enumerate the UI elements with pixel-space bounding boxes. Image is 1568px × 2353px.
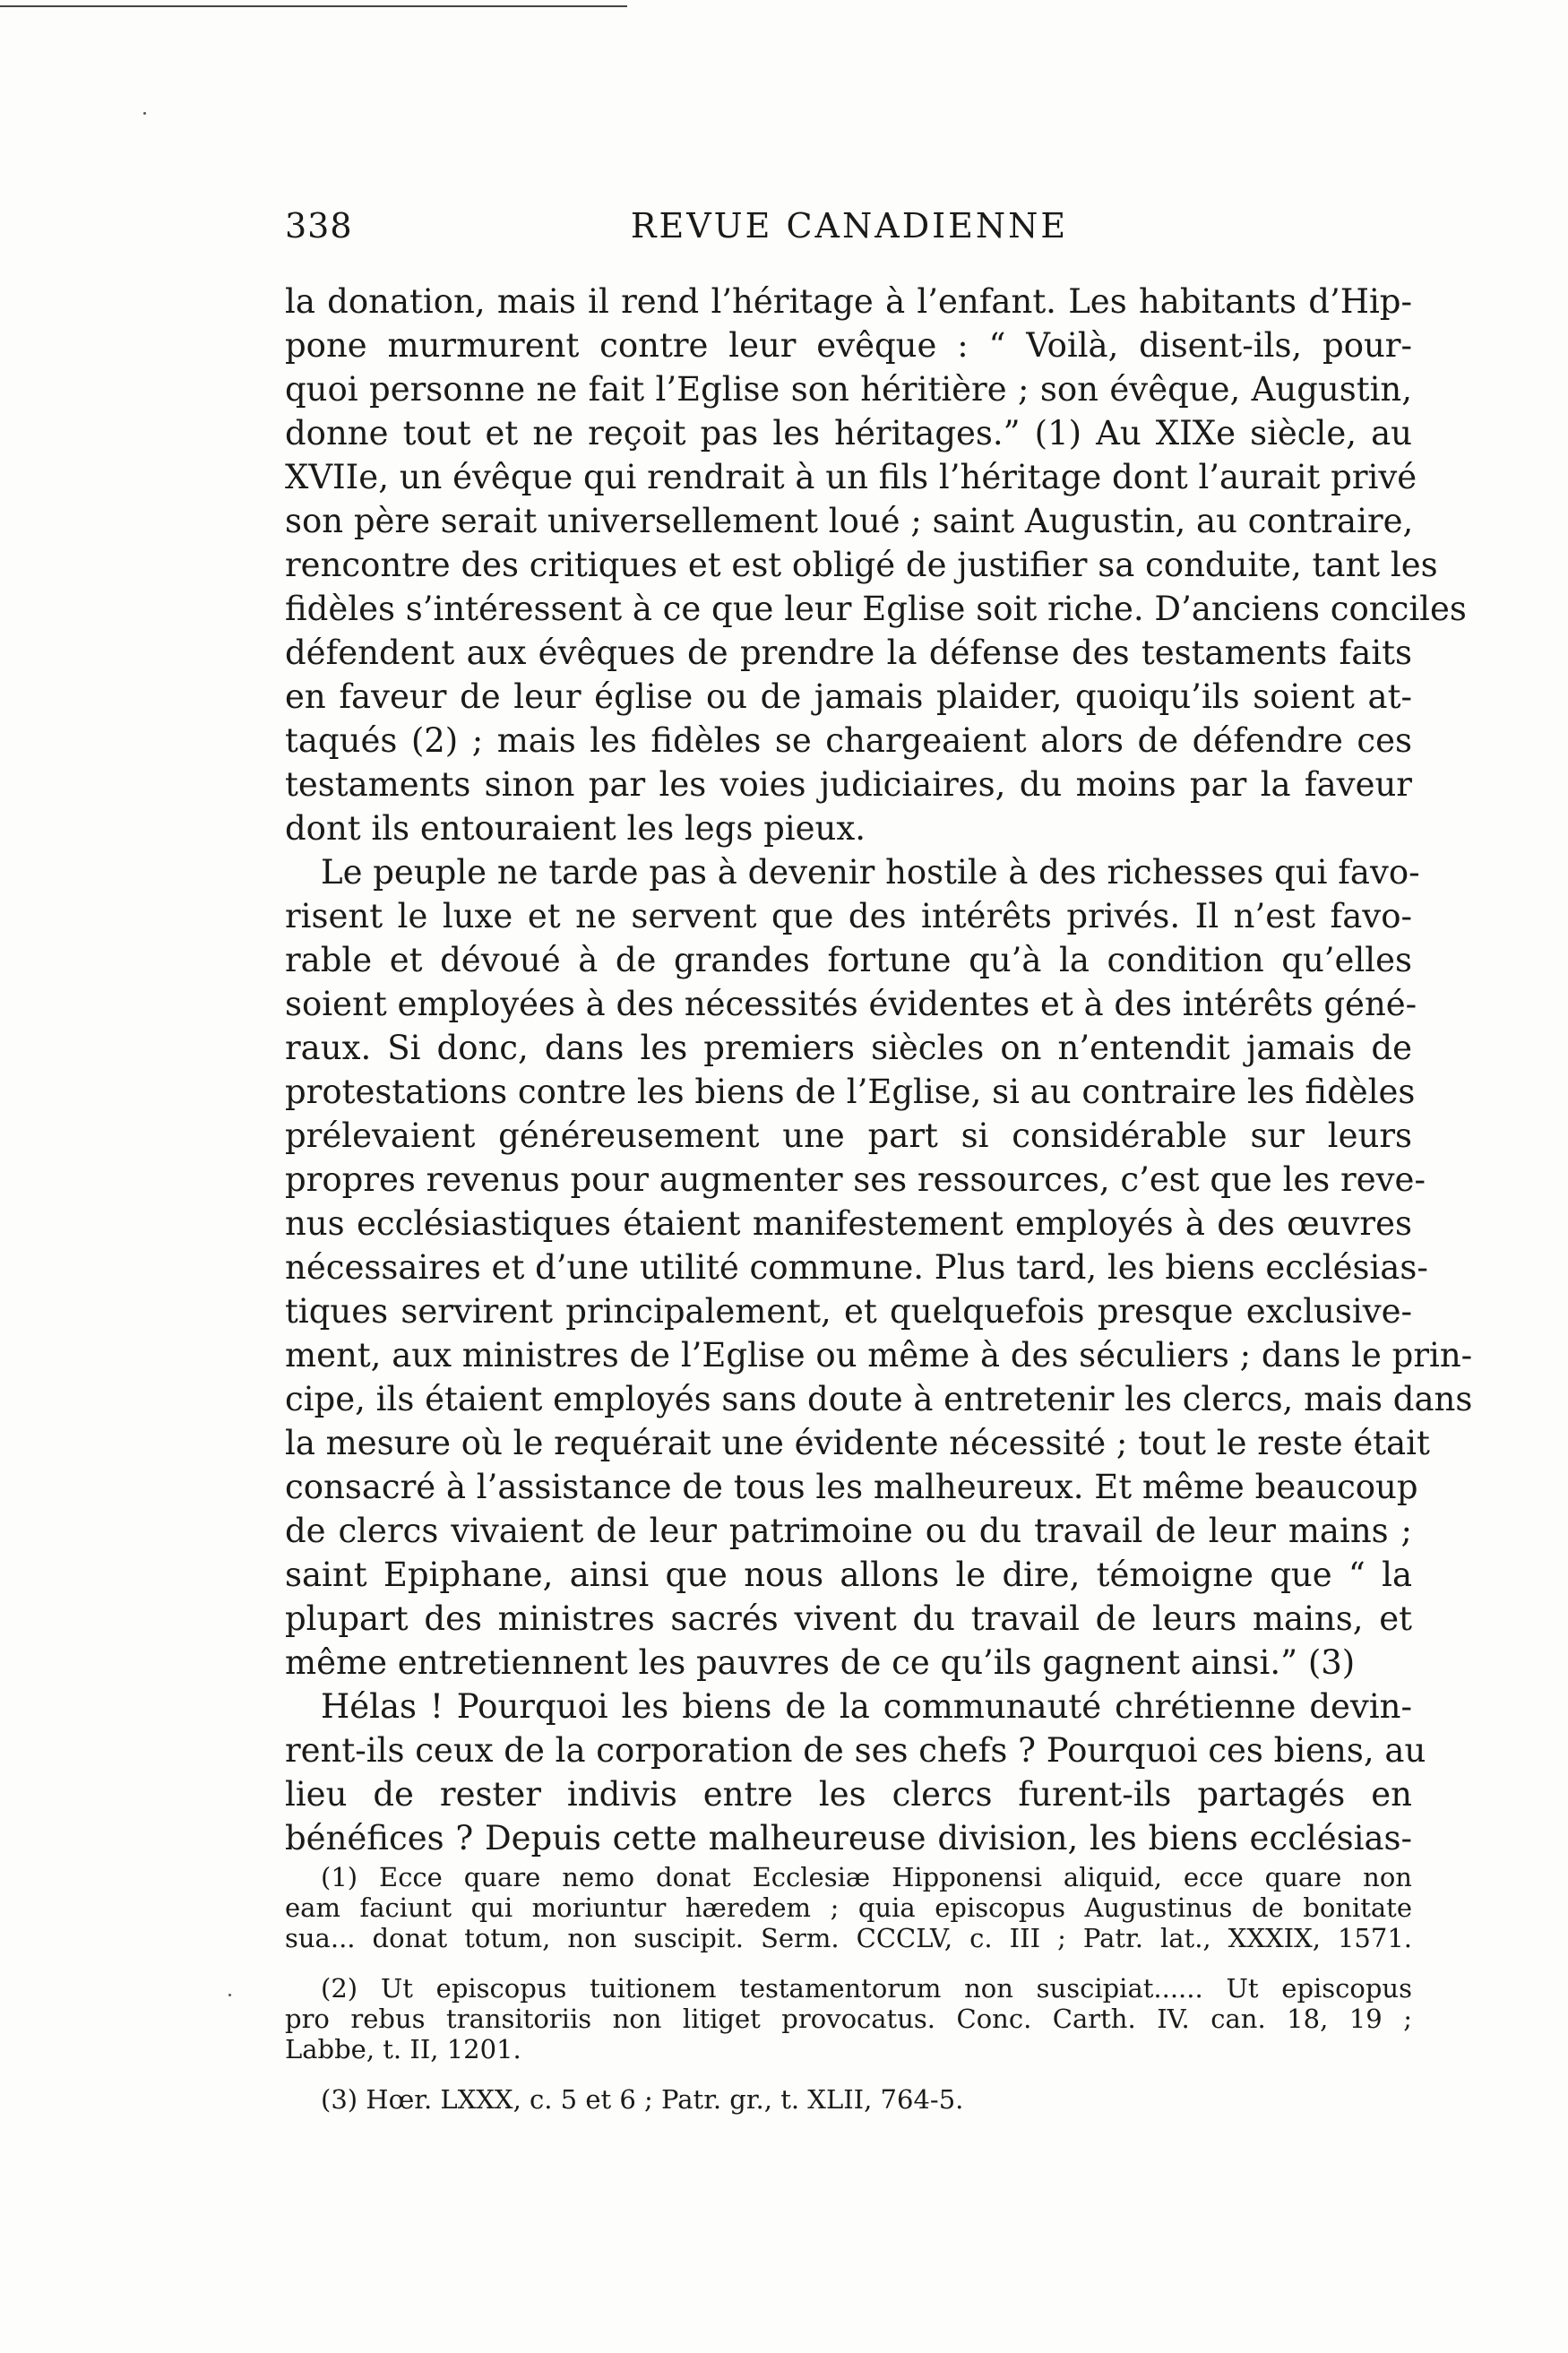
text-line: plupart des ministres sacrés vivent du travail de leurs mains, et — [285, 1599, 1412, 1638]
text-line: consacré à l’assistance de tous les malheureux. Et même beaucoup — [285, 1468, 1418, 1506]
footnote-1 — [285, 1862, 1412, 1953]
text-line: rable et dévoué à de grandes fortune qu’à la condition qu’elles — [285, 941, 1412, 979]
text-line: dont ils entouraient les legs pieux. — [285, 809, 866, 848]
text-line: bénéfices ? Depuis cette malheureuse division, les biens ecclésias- — [285, 1819, 1412, 1857]
text-line: la donation, mais il rend l’héritage à l’enfant. Les habitants d’Hip- — [285, 282, 1412, 321]
text-line: cipe, ils étaient employés sans doute à entretenir les clercs, mais dans — [285, 1380, 1473, 1418]
paragraph-1 — [285, 280, 1467, 850]
text-line: son père serait universellement loué ; saint Augustin, au contraire, — [285, 502, 1414, 540]
text-line: prélevaient généreusement une part si considérable sur leurs — [285, 1116, 1412, 1155]
footnote-line: (3) Hœr. LXXX, c. 5 et 6 ; Patr. gr., t. XLII, 764-5. — [321, 2084, 964, 2115]
text-line: nécessaires et d’une utilité commune. Plus tard, les biens ecclésias- — [285, 1248, 1428, 1287]
text-line: raux. Si donc, dans les premiers siècles on n’entendit jamais de — [285, 1029, 1412, 1067]
text-line: même entretiennent les pauvres de ce qu’ils gagnent ainsi.” (3) — [285, 1643, 1356, 1682]
text-line: XVIIe, un évêque qui rendrait à un fils l’héritage dont l’aurait privé — [285, 458, 1417, 496]
scan-speck — [143, 112, 146, 115]
body-text — [285, 280, 1473, 1860]
footnote-3 — [285, 2084, 1412, 2115]
footnote-line: pro rebus transitoriis non litiget provocatus. Conc. Carth. IV. can. 18, 19 ; — [285, 2004, 1412, 2034]
running-title: REVUE CANADIENNE — [630, 206, 1069, 246]
text-line: lieu de rester indivis entre les clercs furent-ils partagés en — [285, 1775, 1412, 1814]
text-line: protestations contre les biens de l’Eglise, si au contraire les fidèles — [285, 1073, 1416, 1111]
text-line: la mesure où le requérait une évidente nécessité ; tout le reste était — [285, 1424, 1430, 1462]
text-line: quoi personne ne fait l’Eglise son héritière ; son évêque, Augustin, — [285, 370, 1412, 409]
text-line: défendent aux évêques de prendre la défense des testaments faits — [285, 634, 1412, 672]
text-line: rent-ils ceux de la corporation de ses chefs ? Pourquoi ces biens, au — [285, 1731, 1426, 1770]
text-line: nus ecclésiastiques étaient manifestement employés à des œuvres — [285, 1204, 1412, 1243]
text-line: fidèles s’intéressent à ce que leur Eglise soit riche. D’anciens conciles — [285, 590, 1467, 628]
footnote-line: sua... donat totum, non suscipit. Serm. CCCLV, c. III ; Patr. lat., XXXIX, 1571. — [285, 1923, 1412, 1953]
text-line: taqués (2) ; mais les fidèles se chargeaient alors de défendre ces — [285, 721, 1412, 760]
text-line: Hélas ! Pourquoi les biens de la communauté chrétienne devin- — [321, 1687, 1412, 1726]
text-line: donne tout et ne reçoit pas les héritages.” (1) Au XIXe siècle, au — [285, 414, 1412, 452]
footnote-line: (1) Ecce quare nemo donat Ecclesiæ Hipponensi aliquid, ecce quare non — [321, 1862, 1412, 1892]
footnote-2 — [285, 1973, 1412, 2064]
footnote-line: (2) Ut episcopus tuitionem testamentorum non suscipiat...... Ut episcopus — [321, 1973, 1412, 2004]
paragraph-3 — [285, 1685, 1426, 1860]
text-line: pone murmurent contre leur evêque : “ Voilà, disent-ils, pour- — [285, 326, 1412, 365]
text-line: risent le luxe et ne servent que des intérêts privés. Il n’est favo- — [285, 897, 1412, 935]
footnote-line: eam faciunt qui moriuntur hæredem ; quia episcopus Augustinus de bonitate — [285, 1892, 1412, 1923]
page-header — [285, 206, 1414, 260]
scan-speck — [228, 1994, 231, 1996]
text-line: rencontre des critiques et est obligé de justifier sa conduite, tant les — [285, 546, 1438, 584]
text-line: de clercs vivaient de leur patrimoine ou du travail de leur mains ; — [285, 1512, 1412, 1550]
page-number: 338 — [285, 206, 353, 246]
text-line: soient employées à des nécessités évidentes et à des intérêts géné- — [285, 985, 1417, 1023]
text-line: ment, aux ministres de l’Eglise ou même à des séculiers ; dans le prin- — [285, 1336, 1473, 1375]
footnotes — [285, 1862, 1412, 2134]
text-line: saint Epiphane, ainsi que nous allons le dire, témoigne que “ la — [285, 1556, 1412, 1594]
text-line: testaments sinon par les voies judiciaires, du moins par la faveur — [285, 765, 1412, 804]
text-line: en faveur de leur église ou de jamais plaider, quoiqu’ils soient at- — [285, 677, 1412, 716]
text-line: tiques servirent principalement, et quelquefois presque exclusive- — [285, 1292, 1412, 1331]
text-line: propres revenus pour augmenter ses ressources, c’est que les reve- — [285, 1160, 1426, 1199]
text-line: Le peuple ne tarde pas à devenir hostile à des richesses qui favo- — [321, 853, 1420, 892]
paragraph-2 — [285, 850, 1473, 1685]
footnote-line: Labbe, t. II, 1201. — [285, 2034, 521, 2064]
scan-edge-rule — [0, 5, 627, 7]
